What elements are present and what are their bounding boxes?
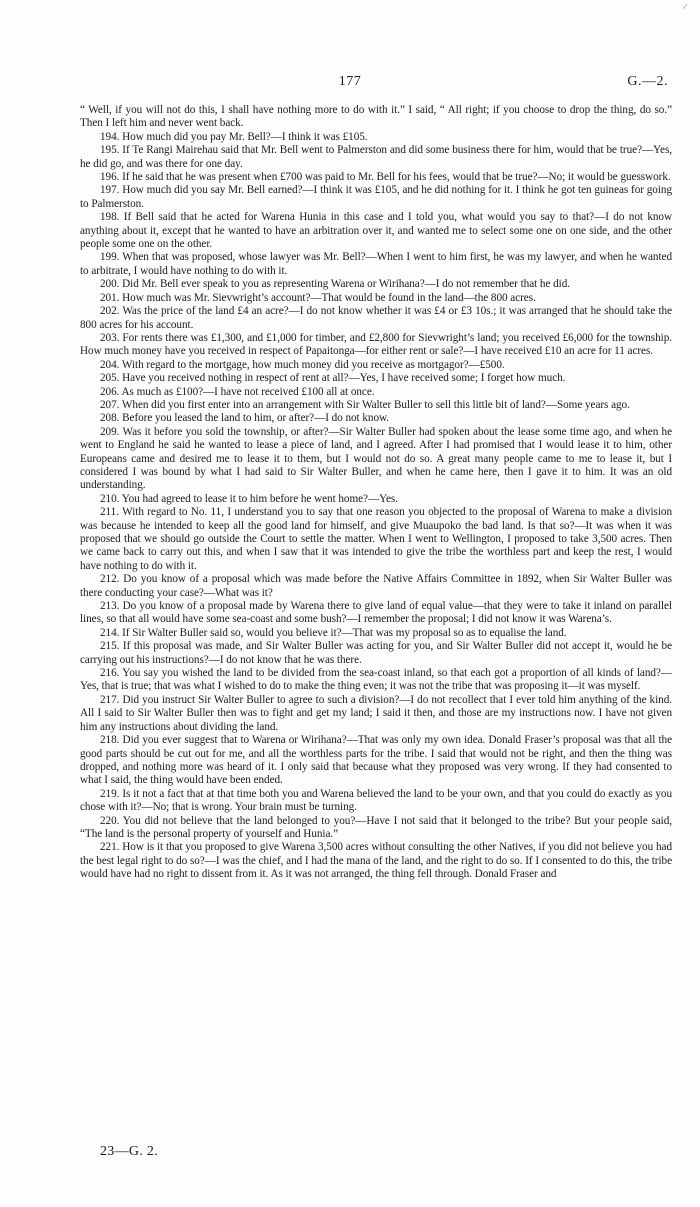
testimony-paragraph: 211. With regard to No. 11, I understand you to say that one reason you objected to the proposal of Warena to make a division was because he intended to keep all the good land for himself, and give Muaupoko the bad land. Is that so?—It was when it was proposed that we should go outside the Court to settle the matter. When I went to Wellington, I proposed to take 3,500 acres. Then we came back to carry out this, and when I saw that it was intended to give the tribe the worthless part and keep the rest, I would have nothing to do with it.: [80, 506, 672, 572]
testimony-paragraph: 213. Do you know of a proposal made by Warena there to give land of equal value—that they were to take it inland on parallel lines, so that all would have some sea-coast and some bush?—I remember the proposal; I did not know it was Warena’s.: [80, 600, 672, 626]
testimony-paragraph: 217. Did you instruct Sir Walter Buller to agree to such a division?—I do not recollect that I ever told him anything of the kind. All I said to Sir Walter Buller then was to fight and get my land; I said it then, and those are my instructions now. I have not given him any instructions about dividing the land.: [80, 693, 672, 733]
testimony-paragraph: 198. If Bell said that he acted for Warena Hunia in this case and I told you, what would you say to that?—I do not know anything about it, except that he wanted to have an arbitration over it, and wanted me to select some one on one side, and the other people some one on the other.: [80, 211, 672, 251]
continued-paragraph: “ Well, if you will not do this, I shall have nothing more to do with it.” I said, “ All right; if you choose to drop the thing, do so.” Then I left him and never went back.: [80, 104, 672, 130]
testimony-paragraph: 214. If Sir Walter Buller said so, would you believe it?—That was my proposal so as to equalise the land.: [100, 626, 567, 639]
testimony-paragraph: 221. How is it that you proposed to give Warena 3,500 acres without consulting the other Natives, if you did not believe you had the best legal right to do so?—I was the chief, and I had the mana of the land, and the right to do so. If I consented to do this, the tribe would have had no right to dissent from it. As it was not arranged, the thing fell through. Donald Fraser and: [80, 841, 672, 881]
testimony-paragraph: 220. You did not believe that the land belonged to you?—Have I not said that it belonged to the tribe? But your people said, “The land is the personal property of yourself and Hunia.”: [80, 814, 672, 840]
testimony-paragraph: 206. As much as £100?—I have not received £100 all at once.: [100, 385, 375, 398]
testimony-paragraph: 201. How much was Mr. Sievwright’s account?—That would be found in the land—the 800 acres.: [100, 291, 536, 304]
testimony-paragraph: 219. Is it not a fact that at that time both you and Warena believed the land to be your own, and that you could do exactly as you chose with it?—No; that is wrong. Your brain must be turning.: [80, 787, 672, 814]
page-number: 177: [338, 74, 362, 89]
testimony-paragraph: 194. How much did you pay Mr. Bell?—I think it was £105.: [100, 130, 368, 143]
body-text: [80, 104, 672, 882]
testimony-paragraph: 205. Have you received nothing in respect of rent at all?—Yes, I have received some; I forget how much.: [100, 372, 566, 385]
testimony-paragraph: 218. Did you ever suggest that to Warena or Wirihana?—That was only my own idea. Donald Fraser’s proposal was that all the good parts should be cut out for me, and all the worthless parts for the tribe. I said that would not be right, and then the thing was dropped, and nothing more was heard of it. I only said that because what they proposed was very wrong. If they had consented to what I said, the thing would have been ended.: [80, 734, 672, 787]
testimony-paragraph: 202. Was the price of the land £4 an acre?—I do not know whether it was £4 or £3 10s.; it was arranged that he should take the 800 acres for his account.: [80, 305, 672, 331]
testimony-paragraph: 204. With regard to the mortgage, how much money did you receive as mortgagor?—£500.: [100, 358, 505, 371]
testimony-paragraph: 208. Before you leased the land to him, or after?—I do not know.: [100, 412, 390, 425]
testimony-paragraph: 210. You had agreed to lease it to him before he went home?—Yes.: [100, 492, 398, 505]
testimony-paragraph: 199. When that was proposed, whose lawyer was Mr. Bell?—When I went to him first, he was my lawyer, and when he wanted to arbitrate, I would have nothing to do with it.: [80, 251, 672, 277]
testimony-paragraph: 200. Did Mr. Bell ever speak to you as representing Warena or Wirihana?—I do not remember that he did.: [100, 278, 571, 291]
margin-mark: [683, 4, 688, 9]
document-reference: G.—2.: [627, 74, 668, 89]
testimony-paragraph: 209. Was it before you sold the township, or after?—Sir Walter Buller had spoken about the lease some time ago, and when he went to England he said he wanted to lease a piece of land, and I agreed. After I had promised that I would lease it to him, other Europeans came and desired me to lease it to them, but I would not do so. A great many people came to me to lease it, but I considered I was bound by what I had said to Sir Walter Buller, and when he came here, then I gave it to him. It was an old understanding.: [80, 425, 672, 492]
printer-signature: 23—G. 2.: [100, 1144, 159, 1159]
testimony-paragraph: 195. If Te Rangi Mairehau said that Mr. Bell went to Palmerston and did some business there for him, would that be true?—Yes, he did go, and was there for one day.: [80, 144, 672, 170]
testimony-paragraph: 197. How much did you say Mr. Bell earned?—I think it was £105, and he did nothing for it. I think he got ten guineas for going to Palmerston.: [80, 184, 672, 210]
testimony-paragraph: 207. When did you first enter into an arrangement with Sir Walter Buller to sell this little bit of land?—Some years ago.: [100, 398, 630, 411]
testimony-paragraph: 215. If this proposal was made, and Sir Walter Buller was acting for you, and Sir Walter Buller did not accept it, would he be carrying out his instructions?—I do not know that he was there.: [80, 640, 672, 666]
testimony-paragraph: 196. If he said that he was present when £700 was paid to Mr. Bell for his fees, would that be true?—No; it would be guesswork.: [100, 171, 671, 184]
testimony-paragraph: 216. You say you wished the land to be divided from the sea-coast inland, so that each got a proportion of all kinds of land?—Yes, that is true; that was what I wished to do to make the thing even; it was not the tribe that was proposing it—it was myself.: [80, 667, 672, 693]
testimony-paragraph: 212. Do you know of a proposal which was made before the Native Affairs Committee in 1892, when Sir Walter Buller was there conducting your case?—What was it?: [80, 573, 672, 599]
testimony-paragraph: 203. For rents there was £1,300, and £1,000 for timber, and £2,800 for Sievwright’s land; you received £6,000 for the township. How much money have you received in respect of Papaitonga—for either rent or sale?—I have received £10 an acre for 11 acres.: [80, 331, 672, 358]
